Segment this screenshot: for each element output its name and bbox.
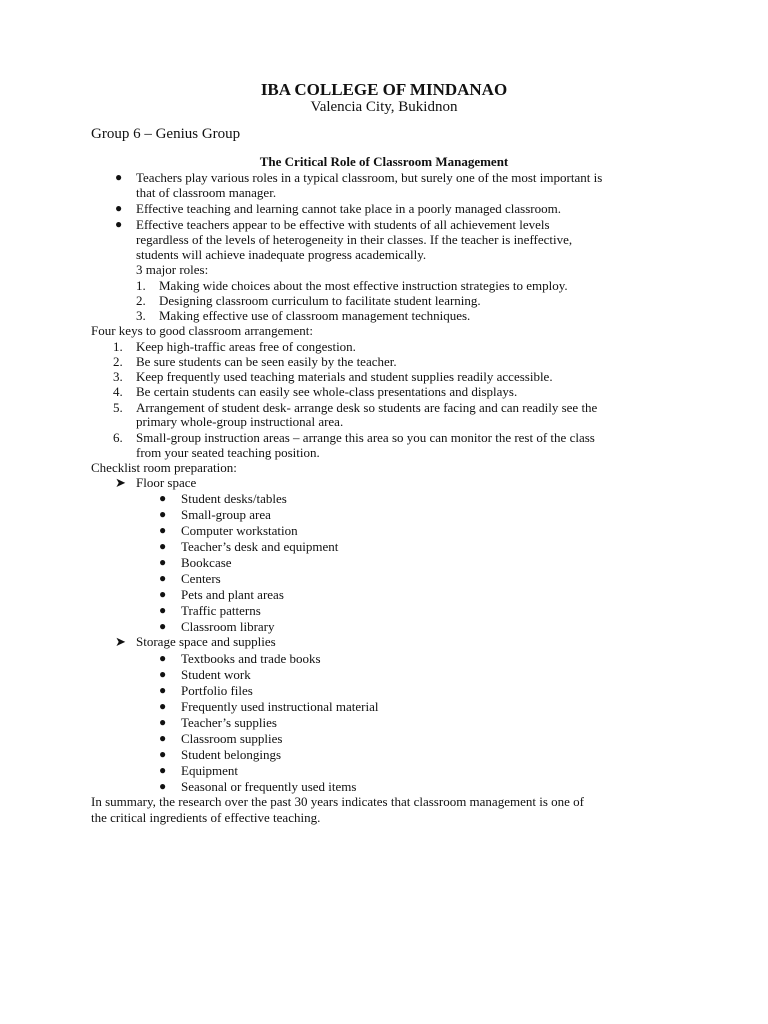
bullet-marker: ● xyxy=(159,699,167,713)
key-item: Be certain students can easily see whole-class presentations and displays. xyxy=(136,384,518,399)
list-number: 2. xyxy=(113,354,123,369)
summary-line: In summary, the research over the past 30 years indicates that classroom management is one of xyxy=(91,794,584,809)
group-name: Group 6 – Genius Group xyxy=(91,126,241,142)
role-item: Making effective use of classroom management techniques. xyxy=(159,308,471,323)
checklist-heading: Checklist room preparation: xyxy=(91,460,237,475)
bullet-marker: ● xyxy=(159,491,167,505)
bullet-marker: ● xyxy=(159,619,167,633)
college-title: IBA COLLEGE OF MINDANAO xyxy=(260,80,508,99)
bullet-marker: ● xyxy=(159,779,167,793)
bullet-marker: ● xyxy=(159,539,167,553)
role-item: Making wide choices about the most effective instruction strategies to employ. xyxy=(159,278,568,293)
key-item: Keep frequently used teaching materials and student supplies readily accessible. xyxy=(136,369,553,384)
summary-line: the critical ingredients of effective teaching. xyxy=(91,810,321,825)
bullet-marker: ● xyxy=(159,603,167,617)
bullet-marker: ● xyxy=(159,747,167,761)
checklist-item: Student desks/tables xyxy=(181,491,287,506)
four-keys-heading: Four keys to good classroom arrangement: xyxy=(91,323,314,338)
list-number: 5. xyxy=(113,400,123,415)
bullet-marker: ● xyxy=(159,683,167,697)
bullet-line: Effective teachers appear to be effective with students of all achievement levels xyxy=(136,217,550,232)
list-number: 1. xyxy=(136,278,146,293)
checklist-item: Classroom library xyxy=(181,619,275,634)
roles-heading: 3 major roles: xyxy=(136,262,209,277)
list-number: 3. xyxy=(113,369,123,384)
checklist-item: Student belongings xyxy=(181,747,282,762)
list-number: 3. xyxy=(136,308,146,323)
list-number: 2. xyxy=(136,293,146,308)
key-item: Arrangement of student desk- arrange desk so students are facing and can readily see the xyxy=(136,400,598,415)
key-item-continued: from your seated teaching position. xyxy=(136,445,320,460)
checklist-item: Student work xyxy=(181,667,251,682)
bullet-marker: ● xyxy=(159,555,167,569)
key-item: Small-group instruction areas – arrange this area so you can monitor the rest of the class xyxy=(136,430,595,445)
checklist-item: Seasonal or frequently used items xyxy=(181,779,357,794)
key-item: Be sure students can be seen easily by the teacher. xyxy=(136,354,397,369)
arrow-bullet-icon: ➤ xyxy=(115,475,126,490)
bullet-marker: ● xyxy=(159,731,167,745)
checklist-item: Teacher’s supplies xyxy=(181,715,277,730)
checklist-item: Equipment xyxy=(181,763,239,778)
bullet-line: students will achieve inadequate progress academically. xyxy=(136,247,427,262)
bullet-marker: ● xyxy=(159,523,167,537)
checklist-item: Teacher’s desk and equipment xyxy=(181,539,339,554)
bullet-marker: ● xyxy=(115,217,123,231)
checklist-item: Portfolio files xyxy=(181,683,253,698)
bullet-marker: ● xyxy=(159,651,167,665)
checklist-item: Computer workstation xyxy=(181,523,298,538)
checklist-item: Textbooks and trade books xyxy=(181,651,321,666)
bullet-marker: ● xyxy=(115,201,123,215)
bullet-line: Effective teaching and learning cannot take place in a poorly managed classroom. xyxy=(136,201,561,216)
bullet-line: regardless of the levels of heterogeneity in their classes. If the teacher is ineffective, xyxy=(136,232,573,247)
bullet-marker: ● xyxy=(159,667,167,681)
arrow-bullet-icon: ➤ xyxy=(115,634,126,649)
key-item: Keep high-traffic areas free of congestion. xyxy=(136,339,356,354)
section-heading: The Critical Role of Classroom Management xyxy=(259,154,509,169)
bullet-line: that of classroom manager. xyxy=(136,185,277,200)
checklist-item: Bookcase xyxy=(181,555,232,570)
list-number: 6. xyxy=(113,430,123,445)
checklist-item: Traffic patterns xyxy=(181,603,261,618)
checklist-item: Classroom supplies xyxy=(181,731,283,746)
key-item-continued: primary whole-group instructional area. xyxy=(136,414,344,429)
checklist-item: Frequently used instructional material xyxy=(181,699,379,714)
college-location: Valencia City, Bukidnon xyxy=(310,99,458,115)
checklist-item: Small-group area xyxy=(181,507,271,522)
list-number: 4. xyxy=(113,384,123,399)
bullet-marker: ● xyxy=(115,170,123,184)
bullet-marker: ● xyxy=(159,587,167,601)
checklist-item: Pets and plant areas xyxy=(181,587,284,602)
bullet-marker: ● xyxy=(159,571,167,585)
bullet-line: Teachers play various roles in a typical classroom, but surely one of the most important is xyxy=(136,170,603,185)
checklist-item: Centers xyxy=(181,571,221,586)
bullet-marker: ● xyxy=(159,715,167,729)
checklist-group-label: Storage space and supplies xyxy=(136,634,276,649)
list-number: 1. xyxy=(113,339,123,354)
role-item: Designing classroom curriculum to facilitate student learning. xyxy=(159,293,481,308)
checklist-group-label: Floor space xyxy=(136,475,197,490)
bullet-marker: ● xyxy=(159,507,167,521)
bullet-marker: ● xyxy=(159,763,167,777)
